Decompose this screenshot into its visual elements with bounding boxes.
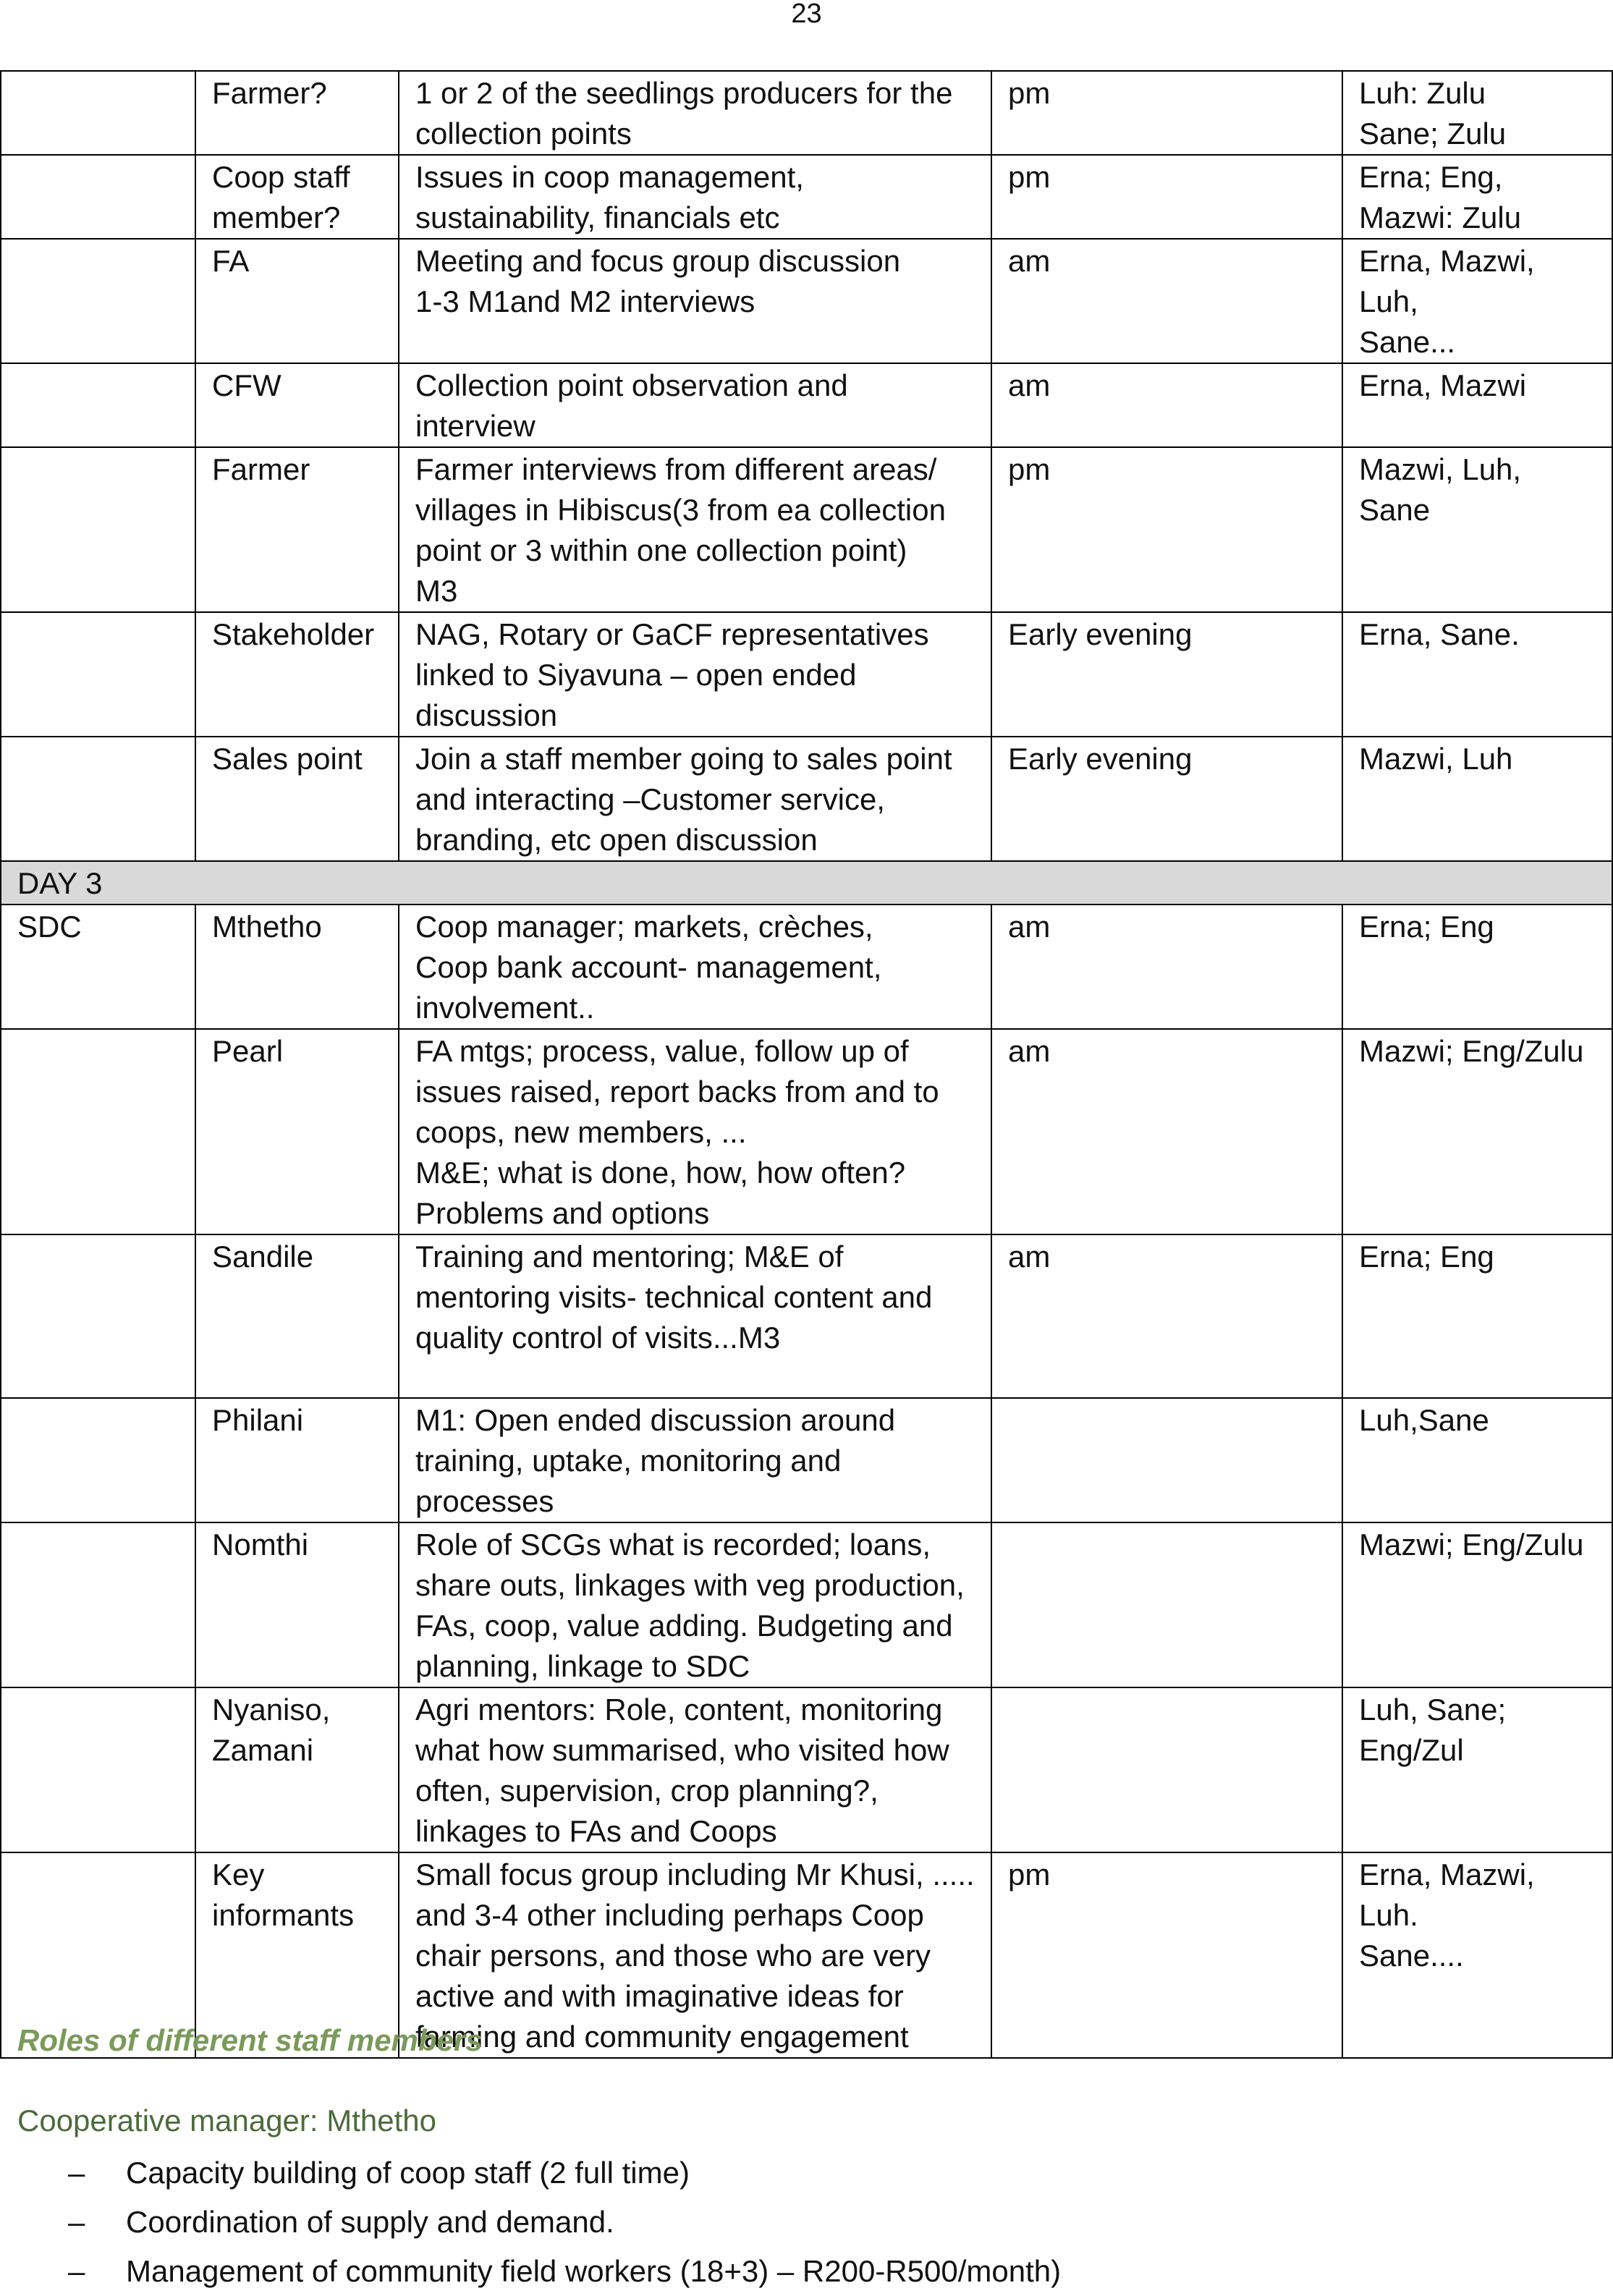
interviewer-cell: Luh,Sane [1342,1398,1612,1522]
site-cell [1,1398,195,1522]
topic-cell: Small focus group including Mr Khusi, ..... and 3-4 other including perhaps Coop chair persons, and those who are very active and with imaginative ideas for farming and community engagement [399,1852,991,2058]
table-row [1,447,1612,612]
time-cell: Early evening [991,612,1342,737]
respondent-cell: Stakeholder [195,612,399,737]
site-cell [1,737,195,861]
page-number: 23 [791,0,822,29]
interviewer-cell: Erna, Mazwi [1342,363,1612,447]
roles-list [0,2148,1061,2296]
table-row [1,1522,1612,1687]
time-cell: pm [991,155,1342,239]
site-cell [1,1029,195,1234]
respondent-cell: Sandile [195,1234,399,1398]
time-cell: am [991,1234,1342,1398]
table-row [1,1398,1612,1522]
list-item [0,2198,1061,2247]
interviewer-cell: Mazwi, Luh [1342,737,1612,861]
site-cell [1,1522,195,1687]
topic-cell: NAG, Rotary or GaCF representatives linked to Siyavuna – open ended discussion [399,612,991,737]
site-cell [1,1687,195,1852]
time-cell [991,1398,1342,1522]
list-item [0,2247,1061,2296]
interviewer-cell: Erna, Sane. [1342,612,1612,737]
table-row [1,612,1612,737]
site-cell: SDC [1,905,195,1029]
interviewer-cell: Mazwi; Eng/Zulu [1342,1029,1612,1234]
interviewer-cell: Mazwi, Luh, Sane [1342,447,1612,612]
time-cell: pm [991,447,1342,612]
time-cell: am [991,363,1342,447]
respondent-cell: Farmer? [195,71,399,155]
site-cell [1,447,195,612]
topic-cell: Training and mentoring; M&E of mentoring visits- technical content and quality control of visits...M3 [399,1234,991,1398]
table-row [1,1687,1612,1852]
respondent-cell: CFW [195,363,399,447]
respondent-cell: Coop staff member? [195,155,399,239]
interviewer-cell: Erna; Eng [1342,905,1612,1029]
topic-cell: Join a staff member going to sales point and interacting –Customer service, branding, etc open discussion [399,737,991,861]
table-row [1,239,1612,363]
topic-cell: Collection point observation and interview [399,363,991,447]
time-cell: pm [991,1852,1342,2058]
time-cell: am [991,905,1342,1029]
roles-heading: Roles of different staff members [17,2023,483,2057]
time-cell [991,1687,1342,1852]
day-header-cell: DAY 3 [1,861,1612,905]
topic-cell: Farmer interviews from different areas/ villages in Hibiscus(3 from ea collection point or 3 within one collection point) M3 [399,447,991,612]
site-cell [1,612,195,737]
dash-bullet-icon: – [68,2254,85,2288]
day-header-row [1,861,1612,905]
interviewer-cell: Luh: Zulu Sane; Zulu [1342,71,1612,155]
table-row [1,1029,1612,1234]
site-cell [1,1234,195,1398]
list-item-text: Management of community field workers (18+3) – R200-R500/month) [126,2254,1062,2288]
site-cell [1,71,195,155]
site-cell [1,239,195,363]
respondent-cell: Sales point [195,737,399,861]
interviewer-cell: Erna; Eng [1342,1234,1612,1398]
schedule-body [1,71,1612,2058]
topic-cell: FA mtgs; process, value, follow up of issues raised, report backs from and to coops, new members, ... M&E; what is done, how, how often? Problems and options [399,1029,991,1234]
interviewer-cell: Erna; Eng, Mazwi: Zulu [1342,155,1612,239]
dash-bullet-icon: – [68,2205,85,2239]
respondent-cell: Farmer [195,447,399,612]
topic-cell: M1: Open ended discussion around training, uptake, monitoring and processes [399,1398,991,1522]
time-cell: am [991,239,1342,363]
topic-cell: Coop manager; markets, crèches, Coop bank account- management, involvement.. [399,905,991,1029]
respondent-cell: Philani [195,1398,399,1522]
site-cell [1,155,195,239]
table-row [1,1234,1612,1398]
topic-cell: Issues in coop management, sustainability, financials etc [399,155,991,239]
table-row [1,155,1612,239]
topic-cell: Meeting and focus group discussion 1-3 M1and M2 interviews [399,239,991,363]
respondent-cell: FA [195,239,399,363]
time-cell: pm [991,71,1342,155]
interviewer-cell: Luh, Sane; Eng/Zul [1342,1687,1612,1852]
interviewer-cell: Erna, Mazwi, Luh. Sane.... [1342,1852,1612,2058]
dash-bullet-icon: – [68,2156,85,2190]
respondent-cell: Nomthi [195,1522,399,1687]
list-item-text: Coordination of supply and demand. [126,2205,614,2239]
table-row [1,363,1612,447]
interviewer-cell: Mazwi; Eng/Zulu [1342,1522,1612,1687]
respondent-cell: Nyaniso, Zamani [195,1687,399,1852]
time-cell: Early evening [991,737,1342,861]
respondent-cell: Mthetho [195,905,399,1029]
topic-cell: Role of SCGs what is recorded; loans, share outs, linkages with veg production, FAs, coop, value adding. Budgeting and planning, linkage to SDC [399,1522,991,1687]
time-cell [991,1522,1342,1687]
list-item-text: Capacity building of coop staff (2 full time) [126,2156,690,2190]
list-item [0,2148,1061,2198]
roles-subheading: Cooperative manager: Mthetho [17,2104,436,2138]
interviewer-cell: Erna, Mazwi, Luh, Sane... [1342,239,1612,363]
respondent-cell: Pearl [195,1029,399,1234]
time-cell: am [991,1029,1342,1234]
interview-schedule-table [0,70,1613,2059]
respondent-cell: Key informants [195,1852,399,2058]
site-cell [1,363,195,447]
table-row [1,905,1612,1029]
topic-cell: 1 or 2 of the seedlings producers for the collection points [399,71,991,155]
table-row [1,737,1612,861]
topic-cell: Agri mentors: Role, content, monitoring what how summarised, who visited how often, supervision, crop planning?, linkages to FAs and Coops [399,1687,991,1852]
table-row [1,71,1612,155]
